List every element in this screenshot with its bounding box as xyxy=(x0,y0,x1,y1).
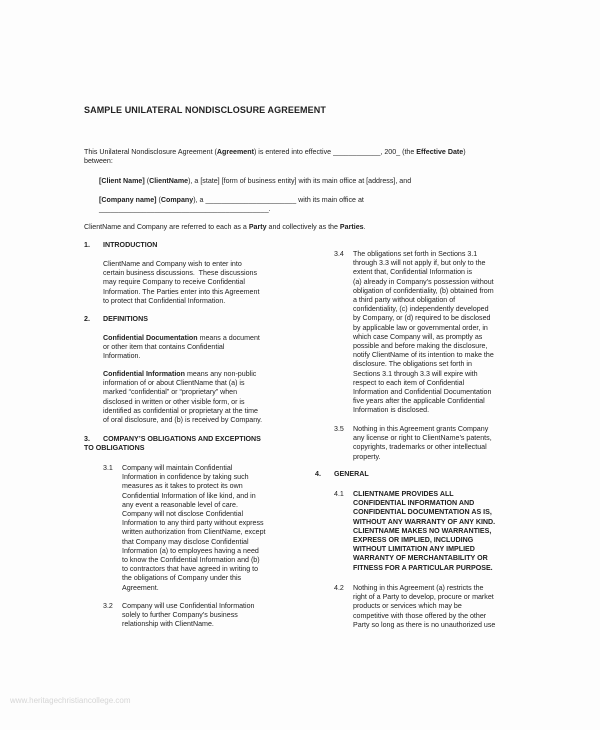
text-line: Company will use Confidential Information xyxy=(122,602,255,610)
company-party-line: [Company name] (Company), a _______________________ with its main office at ___________________________________________. xyxy=(99,196,364,214)
text-line: to protect that Confidential Information. xyxy=(103,296,226,305)
section-3-heading-line-1: COMPANY’S OBLIGATIONS AND EXCEPTIONS xyxy=(103,435,261,443)
text-line: any event a reasonable level of care. xyxy=(122,500,238,509)
section-4-heading: GENERAL xyxy=(334,470,369,478)
text-line: WITHOUT LIMITATION ANY IMPLIED xyxy=(353,545,475,554)
clause-4-2-body xyxy=(353,584,495,630)
text-line: competitive with those offered by the other xyxy=(353,611,487,620)
text-line: CONFIDENTIAL DOCUMENTATION AS IS, xyxy=(353,508,492,517)
intro-line-2: between: xyxy=(84,157,113,166)
section-2-number: 2. xyxy=(84,315,90,323)
text-line: products or services which may be xyxy=(353,602,462,611)
text-line: that Company may disclose Confidential xyxy=(122,537,249,546)
parties-sentence: ClientName and Company are referred to each as a Party and collectively as the Parties. xyxy=(84,223,366,231)
text-line: Agreement. xyxy=(122,583,159,592)
clause-3-2-number: 3.2 xyxy=(103,602,113,610)
text-line: or other item that contains Confidential xyxy=(103,343,225,352)
section-3-heading-line-2: TO OBLIGATIONS xyxy=(84,444,145,452)
text-line: Nothing in this Agreement grants Company xyxy=(353,425,489,433)
text-line: identified as confidential or proprietary at the time xyxy=(103,406,258,415)
clause-4-2-number: 4.2 xyxy=(334,584,344,592)
text-line: confidentiality, (c) independently developed xyxy=(353,305,489,314)
text-line: of oral disclosure, and (b) is received by Company. xyxy=(103,416,263,425)
definition-confidential-documentation: Confidential Documentation means a document or other item that contains Confidential Information. xyxy=(103,334,260,361)
section-1-heading: INTRODUCTION xyxy=(103,241,158,249)
text-line: solely to further Company’s business xyxy=(122,611,238,620)
text-line: by Company, or (d) required to be disclosed xyxy=(353,314,491,323)
text-line: the obligations of Company under this xyxy=(122,574,242,583)
text-line: copyrights, trademarks or other intellectual xyxy=(353,443,487,452)
intro-line-1: This Unilateral Nondisclosure Agreement (Agreement) is entered into effective ____________, 200_ (the Effective Date) xyxy=(84,148,466,156)
text-line: by applicable law or governmental order, in xyxy=(353,323,488,332)
text-line: Party so long as there is no unauthorized use xyxy=(353,620,496,629)
text-line: CLIENTNAME PROVIDES ALL xyxy=(353,490,454,498)
text-line: measures as it takes to protect its own xyxy=(122,482,243,491)
text-line: a third party without obligation of xyxy=(353,296,456,305)
text-line: WARRANTY OF MERCHANTABILITY OR xyxy=(353,554,488,563)
client-party-line: [Client Name] (ClientName), a [state] [form of business entity] with its main office at [address], and xyxy=(99,177,412,185)
text-line: The obligations set forth in Sections 3.1 xyxy=(353,250,478,258)
clause-3-5-body xyxy=(353,425,492,462)
clause-3-1-body xyxy=(122,464,266,593)
clause-3-5-number: 3.5 xyxy=(334,425,344,433)
text-line: obligation of confidentiality, (b) obtained from xyxy=(353,286,494,295)
text-line: disclosed in written or other visible form, or is xyxy=(103,397,245,406)
text-line: ClientName and Company wish to enter into xyxy=(103,260,242,268)
text-line: Nothing in this Agreement (a) restricts the xyxy=(353,584,484,592)
document-title: SAMPLE UNILATERAL NONDISCLOSURE AGREEMENT xyxy=(84,105,326,115)
text-line: WITHOUT ANY WARRANTY OF ANY KIND. xyxy=(353,517,496,526)
text-line: Information to any third party without express xyxy=(122,519,264,528)
text-line: Company will maintain Confidential xyxy=(122,464,233,472)
text-line: to contractors that have agreed in writing to xyxy=(122,565,259,574)
text-line: any license or right to ClientName’s patents, xyxy=(353,434,492,443)
watermark: www.heritagechristiancollege.com xyxy=(10,696,131,705)
text-line: Information in confidence by taking such xyxy=(122,473,249,482)
text-line: respect to each item of Confidential xyxy=(353,378,465,387)
clause-3-4-body xyxy=(353,250,494,416)
text-line: EXPRESS OR IMPLIED, INCLUDING xyxy=(353,536,474,545)
text-line: certain business discussions. These discussions xyxy=(103,269,258,278)
text-line: information of or about ClientName that (a) is xyxy=(103,379,245,388)
section-1-number: 1. xyxy=(84,241,90,249)
section-2-heading: DEFINITIONS xyxy=(103,315,148,323)
text-line: Information. xyxy=(103,352,141,361)
text-line: CONFIDENTIAL INFORMATION AND xyxy=(353,499,475,508)
text-line: written authorization from ClientName, except xyxy=(122,528,266,537)
section-1-body xyxy=(103,260,259,306)
text-line: notify ClientName of its intention to make the xyxy=(353,351,494,360)
clause-3-2-body xyxy=(122,602,254,630)
text-line: Information (a) to employees having a need xyxy=(122,546,259,555)
text-line: Sections 3.1 through 3.3 will expire with xyxy=(353,369,478,378)
clause-4-1-body xyxy=(353,490,495,573)
text-line: Information is disclosed. xyxy=(353,406,430,415)
text-line: Information. The Parties enter into this Agreement xyxy=(103,287,260,296)
text-line: Confidential Information of like kind, and in xyxy=(122,491,256,500)
clause-3-1-number: 3.1 xyxy=(103,464,113,472)
section-3-number: 3. xyxy=(84,435,90,443)
text-line: extent that, Confidential Information is xyxy=(353,268,473,277)
text-line: to know the Confidential Information and (b) xyxy=(122,556,260,565)
definition-confidential-information: Confidential Information means any non-public information of or about ClientName that (a) is marked “confidential” or “proprietary” when disclosed in written or other visible form, or is identified as confidential or proprietary at the time of oral disclosure, and (b) is received by Company. xyxy=(103,370,263,425)
text-line: FITNESS FOR A PARTICULAR PURPOSE. xyxy=(353,563,493,572)
text-line: property. xyxy=(353,452,381,461)
clause-3-4-number: 3.4 xyxy=(334,250,344,258)
text-line: which case Company will, as promptly as xyxy=(353,332,483,341)
clause-4-1-number: 4.1 xyxy=(334,490,344,498)
text-line: may require Company to receive Confidential xyxy=(103,278,245,287)
text-line: Information and Confidential Documentation xyxy=(353,388,492,397)
intro-paragraph xyxy=(84,148,466,166)
section-4-number: 4. xyxy=(315,470,321,478)
text-line: marked “confidential” or “proprietary” when xyxy=(103,388,238,397)
text-line: (a) already in Company’s possession without xyxy=(353,277,494,286)
text-line: five years after the applicable Confidential xyxy=(353,397,485,406)
text-line: through 3.3 will not apply if, but only to the xyxy=(353,259,486,268)
text-line: possible and before making the disclosure, xyxy=(353,342,488,351)
text-line: Company will not disclose Confidential xyxy=(122,510,244,519)
text-line: relationship with ClientName. xyxy=(122,620,214,629)
text-line: right of a Party to develop, procure or market xyxy=(353,593,494,602)
text-line: CLIENTNAME MAKES NO WARRANTIES, xyxy=(353,526,492,535)
text-line: disclosure. The obligations set forth in xyxy=(353,360,472,369)
